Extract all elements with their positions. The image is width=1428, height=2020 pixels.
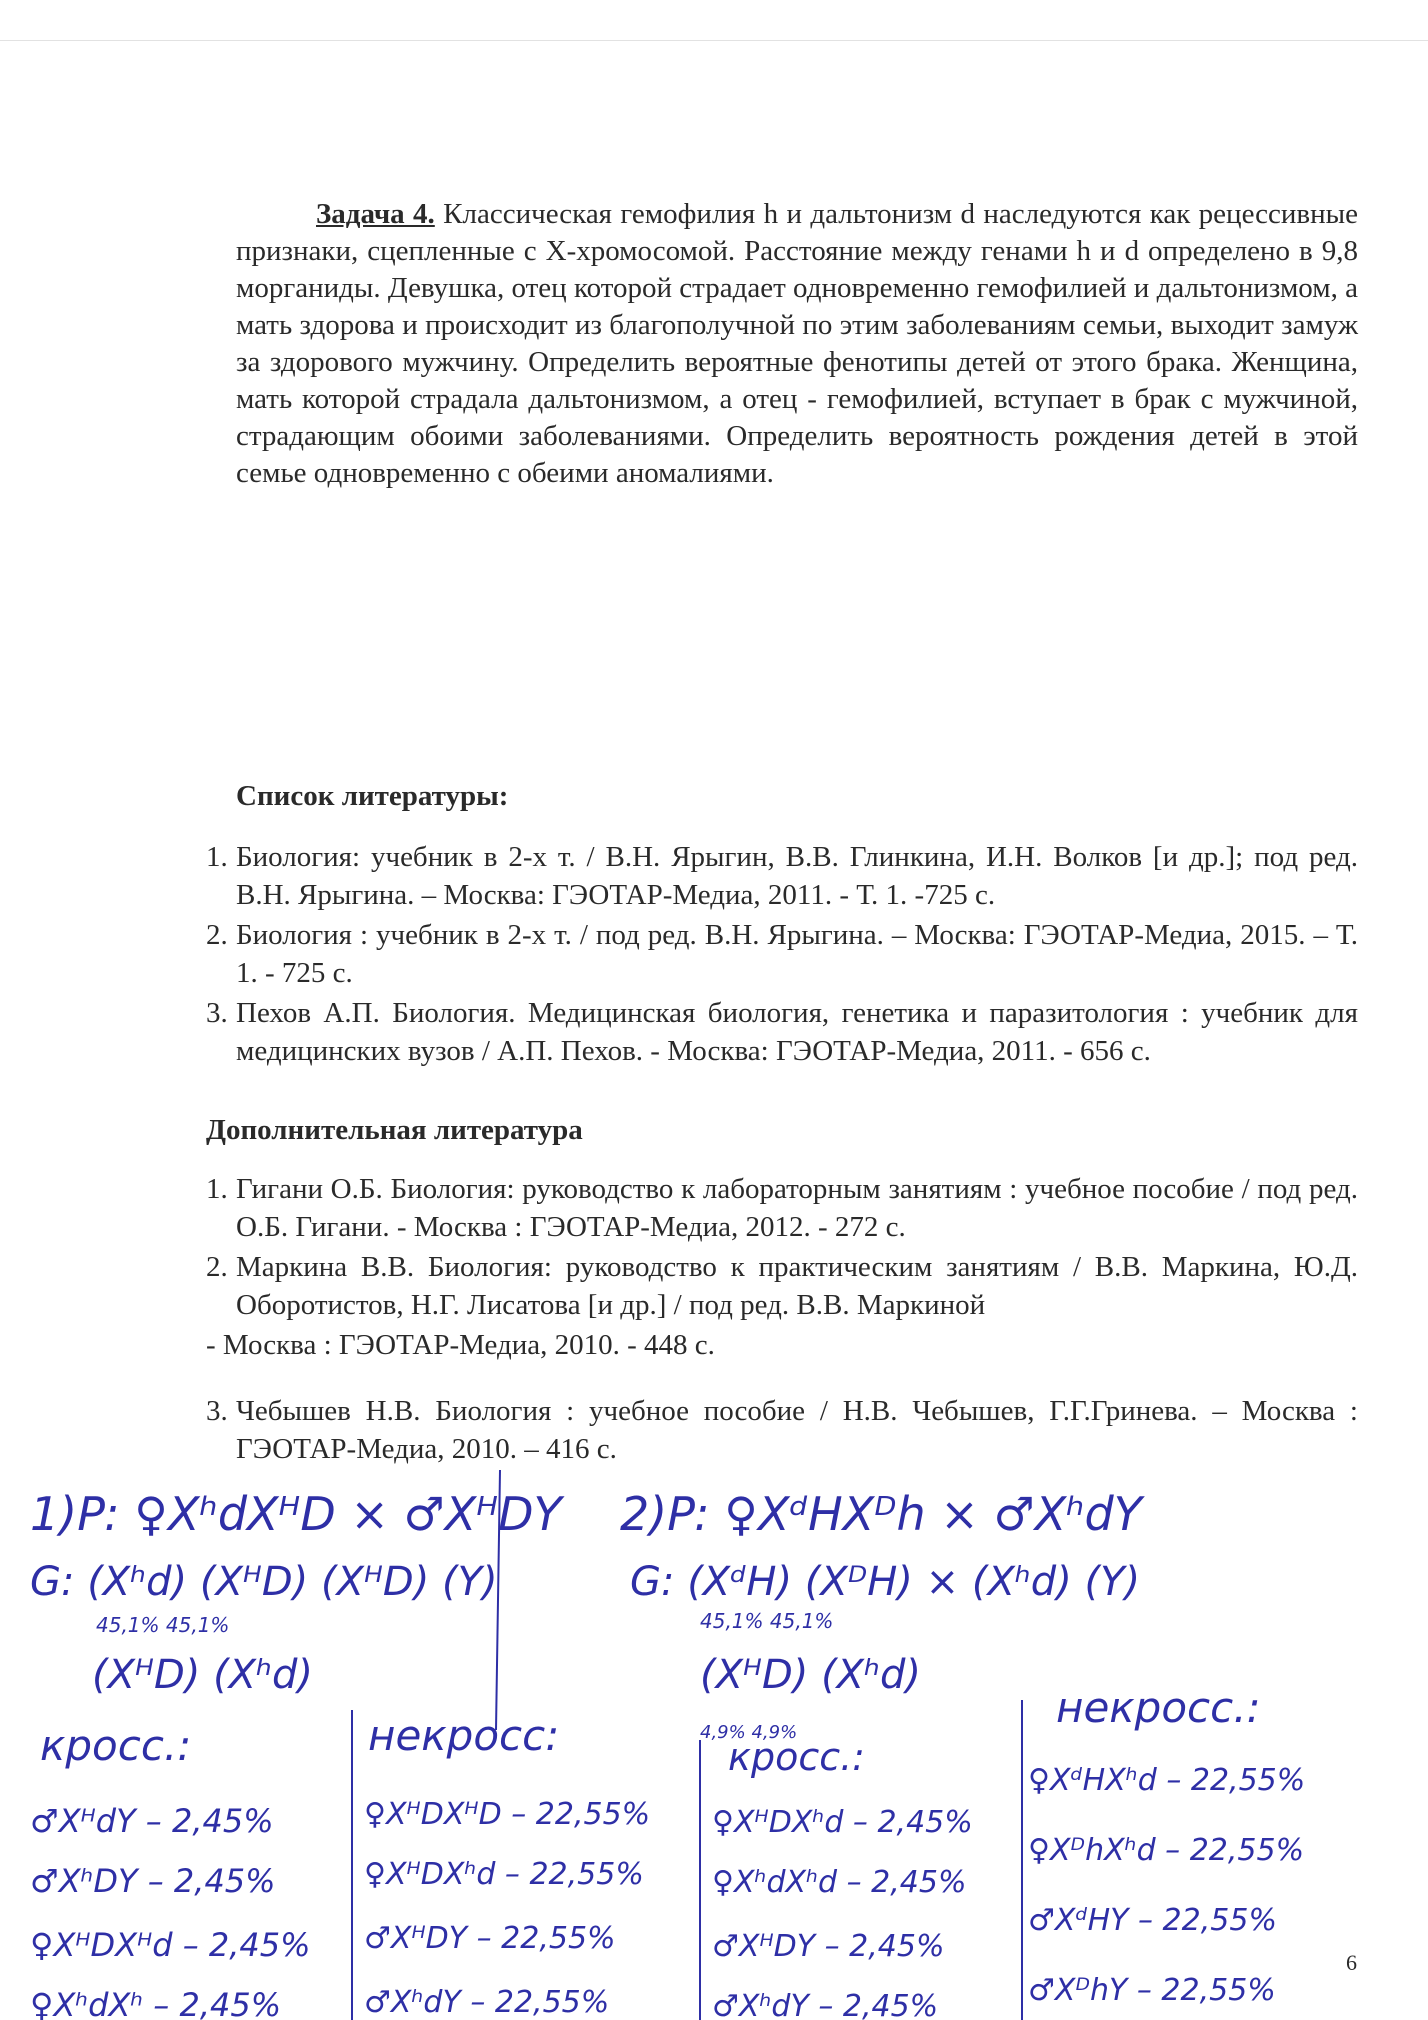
offspring-row: ♂XᵈHY – 22,55% <box>1028 1903 1277 1938</box>
offspring-column-2 <box>364 1797 650 2020</box>
cross-1-parents: 1)P: ♀XʰdXᴴD × ♂XᴴDY <box>30 1487 562 1541</box>
offspring-row: ♂XʰdY – 22,55% <box>364 1985 610 2020</box>
offspring-row: ♀XʰdXʰ – 2,45% <box>30 1986 282 2020</box>
offspring-row: ♂XʰDY – 2,45% <box>30 1862 276 1900</box>
reference-item: 1. Биология: учебник в 2-х т. / В.Н. Ярыгин, В.В. Глинкина, И.Н. Волков [и др.]; под ред. В.Н. Ярыгина. – Москва: ГЭОТАР-Медиа, 2011. - Т. 1. -725 с. <box>206 841 1358 911</box>
additional-references-list <box>206 1170 1358 1470</box>
cross-2-percent-cross: 4,9% 4,9% <box>700 1722 798 1743</box>
additional-reference-item: 1. Гигани О.Б. Биология: руководство к лабораторным занятиям : учебное пособие / под ред. О.Б. Гигани. - Москва : ГЭОТАР-Медиа, 2012. - 272 с. <box>206 1173 1358 1243</box>
offspring-column-3 <box>712 1805 973 2020</box>
cross-2-percent: 45,1% 45,1% <box>700 1609 834 1633</box>
crossover-heading: кросс.: <box>40 1721 192 1770</box>
task-4-text: Классическая гемофилия h и дальтонизм d наследуются как рецессивные признаки, сцепленные с Х-хромосомой. Расстояние между генами h и d определено в 9,8 морганиды. Девушка, отец которой страдает одновременно гемофилией и дальтонизмом, а мать здорова и происходит из благополучной по этим заболеваниям семьи, выходит замуж за здорового мужчину. Определить вероятные фенотипы детей от этого брака. Женщина, мать которой страдала дальтонизмом, а отец - гемофилией, вступает в брак с мужчиной, страдающим обоими заболеваниями. Определить вероятность рождения детей в этой семье одновременно с обеими аномалиями. <box>236 198 1358 489</box>
additional-reference-item: 2. Маркина В.В. Биология: руководство к практическим занятиям / В.В. Маркина, Ю.Д. Оборотистов, Н.Г. Лисатова [и др.] / под ред. В.В. Маркиной <box>206 1251 1358 1321</box>
cross-1-percent: 45,1% 45,1% <box>96 1613 230 1637</box>
reference-text: Маркина В.В. Биология: руководство к практическим занятиям / В.В. Маркина, Ю.Д. Оборотистов, Н.Г. Лисатова [и др.] / под ред. В.В. Маркиной <box>236 1251 1358 1321</box>
offspring-row: ♂XᴰhY – 22,55% <box>1028 1973 1276 2008</box>
crossover-heading: кросс.: <box>728 1735 865 1779</box>
offspring-row: ♀XᴰhXʰd – 22,55% <box>1028 1833 1305 1868</box>
offspring-row: ♀XᴴDXʰd – 22,55% <box>364 1857 644 1892</box>
cross-1-gametes: G: (Xʰd) (XᴴD) (XᴴD) (Y) <box>30 1559 498 1605</box>
page-number: 6 <box>1346 1950 1357 1975</box>
offspring-row: ♀XᴴDXᴴd – 2,45% <box>30 1926 311 1964</box>
offspring-row: ♂XᴴDY – 2,45% <box>712 1929 945 1964</box>
task-4-label: Задача 4. <box>316 198 435 230</box>
additional-reference-continuation <box>206 1326 1358 1364</box>
cross-2-gametes-cross: (XᴴD) (Xʰd) <box>700 1652 922 1698</box>
reference-text: Биология : учебник в 2-х т. / под ред. В.Н. Ярыгина. – Москва: ГЭОТАР-Медиа, 2015. – Т. 1. - 725 с. <box>236 919 1358 989</box>
reference-text: Гигани О.Б. Биология: руководство к лабораторным занятиям : учебное пособие / под ред. О.Б. Гигани. - Москва : ГЭОТАР-Медиа, 2012. - 272 с. <box>236 1173 1358 1243</box>
reference-text: - Москва : ГЭОТАР-Медиа, 2010. - 448 с. <box>206 1329 715 1361</box>
non-crossover-heading: некросс.: <box>1056 1683 1261 1732</box>
task-4-paragraph <box>236 196 1358 492</box>
offspring-row: ♀XᴴDXᴴD – 22,55% <box>364 1797 651 1832</box>
offspring-row: ♂XᴴDY – 22,55% <box>364 1921 616 1956</box>
cross-2-parents: 2)P: ♀XᵈHXᴰh × ♂XʰdY <box>620 1487 1142 1541</box>
offspring-row: ♀XʰdXʰd – 2,45% <box>712 1865 967 1900</box>
offspring-row: ♀XᵈHXʰd – 22,55% <box>1028 1763 1306 1798</box>
reference-text: Чебышев Н.В. Биология : учебное пособие / Н.В. Чебышев, Г.Г.Гринева. – Москва : ГЭОТАР-Медиа, 2010. – 416 с. <box>236 1395 1358 1465</box>
offspring-column-4 <box>1028 1763 1305 2008</box>
reference-item: 3. Пехов А.П. Биология. Медицинская биология, генетика и паразитология : учебник для медицинских вузов / А.П. Пехов. - Москва: ГЭОТАР-Медиа, 2011. - 656 с. <box>206 997 1358 1067</box>
non-crossover-heading: некросс: <box>368 1711 560 1760</box>
reference-text: Пехов А.П. Биология. Медицинская биология, генетика и паразитология : учебник для медицинских вузов / А.П. Пехов. - Москва: ГЭОТАР-Медиа, 2011. - 656 с. <box>236 997 1358 1067</box>
task-4-block <box>236 196 1358 492</box>
offspring-row: ♂XᴴdY – 2,45% <box>30 1802 274 1840</box>
scan-edge-line <box>0 40 1428 41</box>
reference-text: Биология: учебник в 2-х т. / В.Н. Ярыгин, В.В. Глинкина, И.Н. Волков [и др.]; под ред. В.Н. Ярыгина. – Москва: ГЭОТАР-Медиа, 2011. - Т. 1. -725 с. <box>236 841 1358 911</box>
handwritten-solution <box>0 1460 1428 2020</box>
cross-1-gametes-cross: (XᴴD) (Xʰd) <box>92 1652 314 1698</box>
reference-item: 2. Биология : учебник в 2-х т. / под ред. В.Н. Ярыгина. – Москва: ГЭОТАР-Медиа, 2015. – Т. 1. - 725 с. <box>206 919 1358 989</box>
offspring-column-1 <box>30 1802 311 2020</box>
additional-reference-item: 3. Чебышев Н.В. Биология : учебное пособие / Н.В. Чебышев, Г.Г.Гринева. – Москва : ГЭОТАР-Медиа, 2010. – 416 с. <box>206 1395 1358 1465</box>
additional-references-heading: Дополнительная литература <box>206 1114 583 1146</box>
offspring-row: ♂XʰdY – 2,45% <box>712 1989 939 2020</box>
cross-2-gametes: G: (XᵈH) (XᴰH) × (Xʰd) (Y) <box>630 1559 1141 1605</box>
offspring-row: ♀XᴴDXʰd – 2,45% <box>712 1805 973 1840</box>
references-list <box>206 838 1358 1072</box>
references-heading: Список литературы: <box>236 780 509 812</box>
